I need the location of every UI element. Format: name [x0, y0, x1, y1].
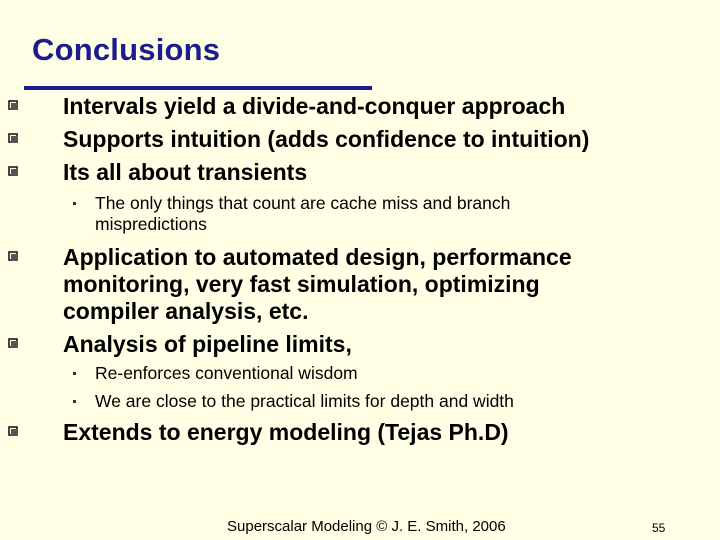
small-square-bullet-icon	[73, 400, 76, 403]
bullet-text: Its all about transients	[63, 159, 308, 185]
subbullet-item	[95, 391, 514, 412]
subbullet-text: mispredictions	[95, 214, 207, 234]
bullet-text: Supports intuition (adds confidence to intuition)	[63, 126, 590, 152]
bullet-text: Intervals yield a divide-and-conquer approach	[63, 93, 566, 119]
slide-footer: Superscalar Modeling © J. E. Smith, 2006	[227, 518, 506, 535]
bullet-text: Analysis of pipeline limits,	[63, 331, 352, 357]
subbullet-item	[95, 363, 358, 384]
small-square-bullet-icon	[73, 372, 76, 375]
bullet-item	[63, 92, 565, 121]
bullet-item	[63, 418, 509, 447]
bullet-item	[63, 125, 589, 154]
hollow-square-bullet-icon	[8, 338, 18, 348]
slide-title: Conclusions	[32, 32, 221, 67]
subbullet-item	[95, 193, 510, 214]
subbullet-text: The only things that count are cache miss and branch	[95, 193, 511, 213]
subbullet-text: Re-enforces conventional wisdom	[95, 363, 358, 383]
subbullet-continuation	[95, 214, 207, 235]
bullet-text: monitoring, very fast simulation, optimizing	[63, 271, 540, 297]
bullet-item	[63, 243, 572, 272]
hollow-square-bullet-icon	[8, 426, 18, 436]
bullet-item	[63, 330, 352, 359]
bullet-continuation	[63, 297, 308, 326]
title-underline	[24, 86, 372, 90]
small-square-bullet-icon	[73, 202, 76, 205]
bullet-text: Extends to energy modeling (Tejas Ph.D)	[63, 419, 509, 445]
bullet-item	[63, 158, 307, 187]
bullet-continuation	[63, 270, 540, 299]
page-number: 55	[652, 521, 666, 535]
bullet-text: compiler analysis, etc.	[63, 298, 309, 324]
subbullet-text: We are close to the practical limits for depth and width	[95, 391, 514, 411]
hollow-square-bullet-icon	[8, 100, 18, 110]
bullet-text: Application to automated design, performance	[63, 244, 572, 270]
hollow-square-bullet-icon	[8, 166, 18, 176]
hollow-square-bullet-icon	[8, 133, 18, 143]
hollow-square-bullet-icon	[8, 251, 18, 261]
